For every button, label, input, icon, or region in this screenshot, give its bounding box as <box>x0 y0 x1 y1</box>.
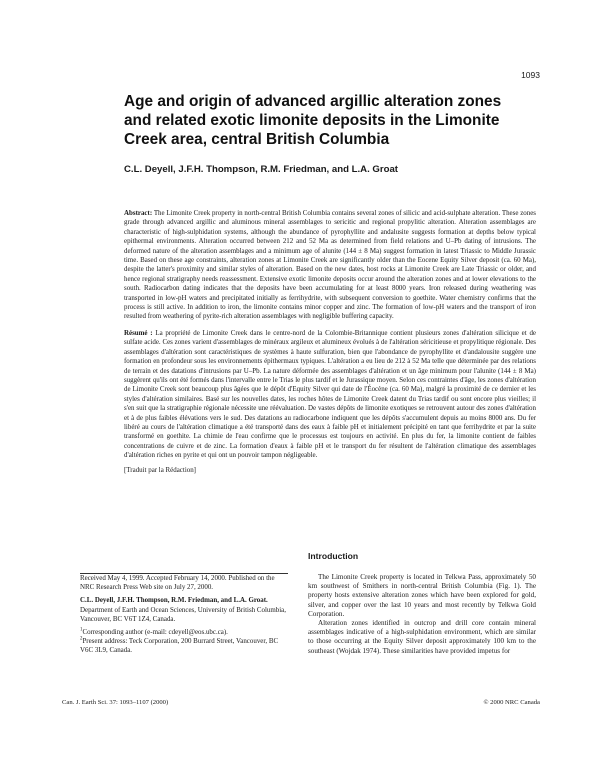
abstract-paragraph <box>124 209 536 322</box>
abstract-text: The Limonite Creek property in north-central British Columbia contains several zones of silicic and acid-sulphate alteration. These zones grade through advanced argillic and aluminous mineral assemblages to sericitic and regional propylitic alteration. Alteration assemblages are characteristic of high-sulphidation systems, although the abundance of pyrophyllite and andalusite suggests formation at depths below typical epithermal environments. Alteration occurred between 212 and 52 Ma as determined from field relations and U–Pb dating of intrusions. The deformed nature of the alteration assemblages and a minimum age of alunite (144 ± 8 Ma) suggest formation in latest Triassic to Middle Jurassic time. Based on these age constraints, alteration zones at Limonite Creek are significantly older than the Eocene Equity Silver deposit (ca. 60 Ma), despite the latter's proximity and similar styles of alteration. Based on the new dates, host rocks at Limonite Creek are Late Triassic or older, and hence regional stratigraphy needs reassessment. Extensive exotic limonite deposits occur around the alteration zones and at lower elevations to the south. Radiocarbon dating indicates that the deposits have been accumulating for at least 8000 years. Iron released during weathering was transported in low-pH waters and precipitated initially as ferrihydrite, with subsequent conversion to goethite. Water chemistry confirms that the process is still active. In addition to iron, the limonite contains minor copper and zinc. The formation of low-pH waters and the transport of iron resulted from weathering of pyrite-rich alteration assemblages with negligible buffering capacity. <box>124 209 536 321</box>
translator-note: [Traduit par la Rédaction] <box>124 465 196 474</box>
corresponding-author-note <box>80 628 288 637</box>
article-authors: C.L. Deyell, J.F.H. Thompson, R.M. Friedman, and L.A. Groat <box>124 164 398 175</box>
introduction-paragraph-1: The Limonite Creek property is located in Telkwa Pass, approximately 50 km southwest of Smithers in north-central British Columbia (Fig. 1). The property hosts extensive alteration zones which have been explored for gold, silver, and copper over the last 10 years and most recently by Telkwa Gold Corporation. <box>308 573 536 618</box>
introduction-body <box>308 573 536 656</box>
present-address-note <box>80 637 288 655</box>
resume-label: Résumé : <box>124 328 153 337</box>
affiliation-authors: C.L. Deyell, J.F.H. Thompson, R.M. Friedman, and L.A. Groat. <box>80 596 268 605</box>
corresponding-author-text: Corresponding author (e-mail: cdeyell@eos.ubc.ca). <box>82 628 228 637</box>
received-info-box <box>80 573 288 694</box>
article-title: Age and origin of advanced argillic alteration zones and related exotic limonite deposits in the Limonite Creek area, central British Columbia <box>124 93 502 148</box>
affiliation-text: Department of Earth and Ocean Sciences, University of British Columbia, Vancouver, BC V6T 1Z4, Canada. <box>80 605 286 623</box>
introduction-heading: Introduction <box>308 551 359 561</box>
resume-paragraph <box>124 329 536 461</box>
received-dates: Received May 4, 1999. Accepted February 14, 2000. Published on the NRC Research Press Web site on July 27, 2000. <box>80 574 275 592</box>
abstract-block <box>124 209 536 475</box>
author-affiliation <box>80 596 288 624</box>
footnote-marker-1: 1 <box>80 627 83 633</box>
journal-citation: Can. J. Earth Sci. 37: 1093–1107 (2000) <box>62 699 169 706</box>
abstract-label: Abstract: <box>124 209 153 217</box>
present-address-text: Present address: Teck Corporation, 200 Burrard Street, Vancouver, BC V6C 3L9, Canada. <box>80 637 279 655</box>
introduction-paragraph-2: Alteration zones identified in outcrop and drill core contain mineral assemblages indicative of a high-sulphidation environment, which are similar to those occurring at the Equity Silver deposit approximately 100 km to the southeast (Wojdak 1974). These similarities have provided impetus for <box>308 619 536 655</box>
page-number: 1093 <box>521 70 540 80</box>
footnote-marker-2: 2 <box>80 636 83 642</box>
resume-text: La propriété de Limonite Creek dans le centre-nord de la Colombie-Britannique contient plusieurs zones d'altération silicique et de sulfate acide. Ces zones varient d'assemblages de minéraux argileux et alumineux évolués à de l'altération séricitieuse et propylitique régionale. Des assemblages d'altération sont caractéristiques de systèmes à haute sulfuration, bien que l'abondance de pyrophyllite et d'andalousite suggère une formation en profondeur sous les environnements épithermaux typiques. L'altération a eu lieu de 212 à 52 Ma telle que déterminée par des relations de terrain et des datations d'intrusions par U–Pb. La nature déformée des assemblages d'altération et un âge minimum pour l'alunite (144 ± 8 Ma) suggèrent qu'ils ont été formés dans l'intervalle entre le Trias le plus tardif et le Jurassique moyen. Selon ces contraintes d'âge, les zones d'altération de Limonite Creek sont beaucoup plus âgées que le dépôt d'Equity Silver qui date de l'Éocène (ca. 60 Ma), malgré la proximité de ce dernier et les styles d'altération similaires. Basé sur les nouvelles dates, les roches hôtes de Limonite Creek datent du Trias tardif ou sont encore plus vieilles; il s'en suit que la stratigraphie régionale nécessite une réévaluation. De vastes dépôts de limonite exotiques se retrouvent autour des zones d'altération et à de plus faibles élévations vers le sud. Des datations au radiocarbone indiquent que les dépôts s'accumulent depuis au moins 8000 ans. Du fer libéré au cours de l'altération climatique a été transporté dans des eaux à faible pH et initialement précipité en tant que ferrihydrite et par la suite transformé en goethite. La chimie de l'eau confirme que le processus est toujours en activité. En plus du fer, la limonite contient de faibles concentrations de cuivre et de zinc. La formation d'eaux à faible pH et le transport du fer résultent de l'altération climatique des assemblages d'altération riches en pyrite et qui ont un pouvoir tampon négligeable. <box>124 328 536 460</box>
copyright-notice: © 2000 NRC Canada <box>483 699 540 706</box>
